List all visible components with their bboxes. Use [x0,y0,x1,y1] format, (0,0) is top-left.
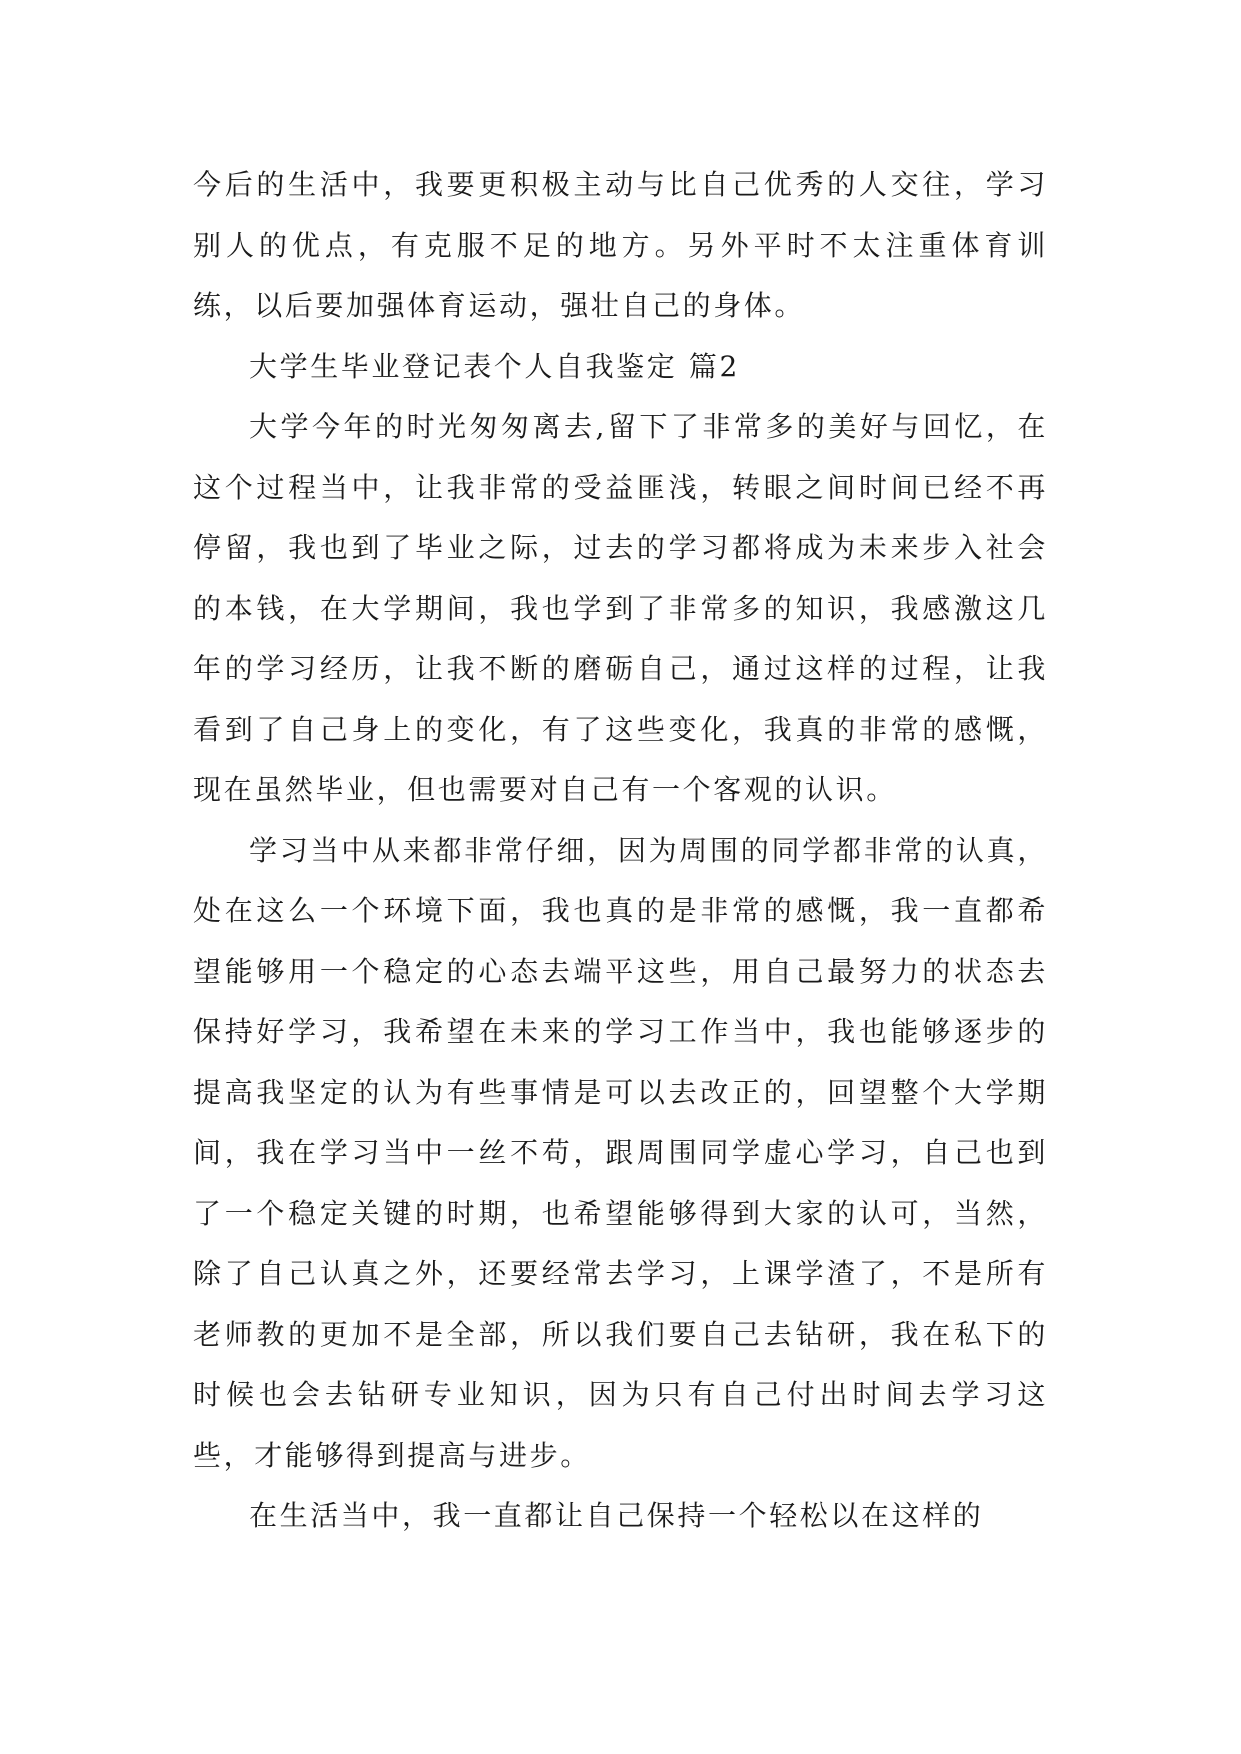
paragraph-continuation: 今后的生活中，我要更积极主动与比自己优秀的人交往，学习别人的优点，有克服不足的地方。另外平时不太注重体育训练，以后要加强体育运动，强壮自己的身体。 [193,168,1048,322]
section-heading: 大学生毕业登记表个人自我鉴定 篇2 [249,349,740,383]
paragraph: 大学今年的时光匆匆离去,留下了非常多的美好与回忆，在这个过程当中，让我非常的受益匪浅，转眼之间时间已经不再停留，我也到了毕业之际，过去的学习都将成为未来步入社会的本钱，在大学期间，我也学到了非常多的知识，我感激这几年的学习经历，让我不断的磨砺自己，通过这样的过程，让我看到了自己身上的变化，有了这些变化，我真的非常的感慨，现在虽然毕业，但也需要对自己有一个客观的认识。 [193,410,1048,806]
paragraph: 在生活当中，我一直都让自己保持一个轻松以在这样的 [249,1499,984,1532]
paragraph: 学习当中从来都非常仔细，因为周围的同学都非常的认真，处在这么一个环境下面，我也真的是非常的感慨，我一直都希望能够用一个稳定的心态去端平这些，用自己最努力的状态去保持好学习，我希望在未来的学习工作当中，我也能够逐步的提高我坚定的认为有些事情是可以去改正的，回望整个大学期间，我在学习当中一丝不苟，跟周围同学虚心学习，自己也到了一个稳定关键的时期，也希望能够得到大家的认可，当然，除了自己认真之外，还要经常去学习，上课学渣了，不是所有老师教的更加不是全部，所以我们要自己去钻研，我在私下的时候也会去钻研专业知识，因为只有自己付出时间去学习这些，才能够得到提高与进步。 [193,833,1048,1472]
document-body [193,155,1048,1547]
